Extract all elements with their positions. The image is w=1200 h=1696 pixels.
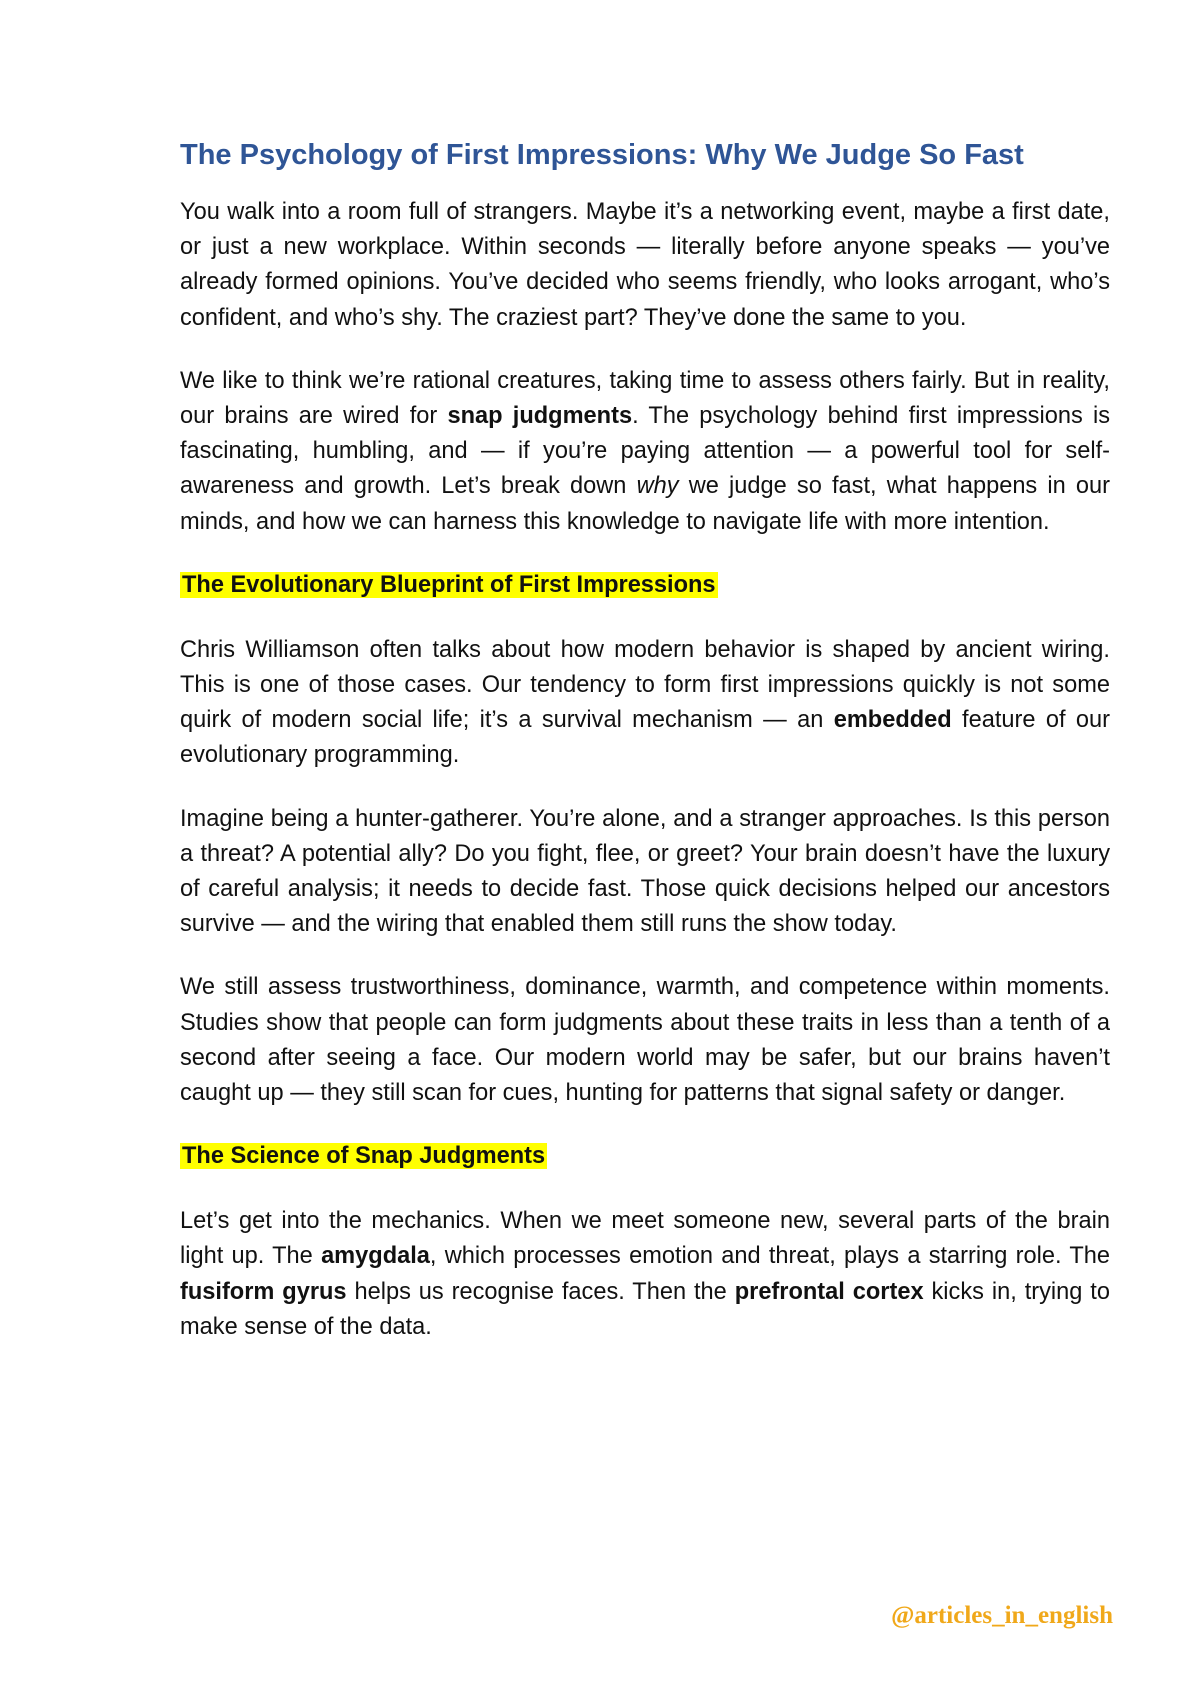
body-paragraph	[180, 970, 1110, 1111]
body-paragraph	[180, 633, 1110, 774]
body-paragraph	[180, 195, 1110, 336]
highlighted-heading-text	[180, 1143, 547, 1169]
article-body	[180, 195, 1110, 1345]
text-segment: feature of our evolutionary programming.	[180, 707, 1110, 769]
bold-term: amygdala	[321, 1243, 430, 1270]
text-segment: We still assess trustworthiness, dominance, warmth, and competence within moments. Studies show that people can form judgments about these traits in less than a tenth of a second after seeing a face. Our modern world may be safer, but our brains haven’t caught up — they still scan for cues, hunting for patterns that signal safety or danger.	[180, 974, 1110, 1107]
body-paragraph	[180, 1204, 1110, 1345]
text-segment: We like to think we’re rational creatures, taking time to assess others fairly. But in reality, our brains are wired for	[180, 367, 1110, 430]
document-page	[180, 137, 1110, 1373]
highlighted-heading-text	[180, 572, 718, 598]
bold-term: embedded	[833, 707, 952, 734]
section-heading	[180, 568, 1110, 603]
bold-term: prefrontal cortex	[734, 1278, 924, 1305]
text-segment: helps us recognise faces. Then the	[346, 1278, 735, 1305]
text-segment: . The psychology behind first impressions is fascinating, humbling, and — if you’re paying attention — a powerful tool for self-awareness and growth. Let’s break down	[180, 403, 1111, 500]
body-paragraph	[180, 364, 1110, 540]
text-segment: , which processes emotion and threat, plays a starring role. The	[429, 1243, 1110, 1270]
heading-text: The Evolutionary Blueprint of First Impressions	[182, 571, 716, 598]
text-segment: Let’s get into the mechanics. When we meet someone new, several parts of the brain light up. The	[180, 1208, 1110, 1270]
footer-handle: @articles_in_english	[891, 1602, 1113, 1629]
text-segment: we judge so fast, what happens in our minds, and how we can harness this knowledge to navigate life with more intention.	[180, 473, 1110, 535]
text-segment: You walk into a room full of strangers. Maybe it’s a networking event, maybe a first date, or just a new workplace. Within seconds — literally before anyone speaks — you’ve already formed opinions. You’ve decided who seems friendly, who looks arrogant, who’s confident, and who’s shy. The craziest part? They’ve done the same to you.	[180, 199, 1110, 331]
italic-term: why	[636, 473, 679, 500]
section-heading	[180, 1139, 1110, 1174]
text-segment: Chris Williamson often talks about how modern behavior is shaped by ancient wiring. This is one of those cases. Our tendency to form first impressions quickly is not some quirk of modern social life; it’s a survival mechanism — an	[180, 636, 1110, 734]
bold-term: fusiform gyrus	[180, 1278, 347, 1305]
article-title: The Psychology of First Impressions: Why We Judge So Fast	[180, 139, 1024, 171]
text-segment: kicks in, trying to make sense of the data.	[180, 1278, 1110, 1340]
body-paragraph	[180, 802, 1110, 943]
heading-text: The Science of Snap Judgments	[182, 1143, 546, 1170]
bold-term: snap judgments	[447, 403, 633, 430]
text-segment: Imagine being a hunter-gatherer. You’re alone, and a stranger approaches. Is this person a threat? A potential ally? Do you fight, flee, or greet? Your brain doesn’t have the luxury of careful analysis; it needs to decide fast. Those quick decisions helped our ancestors survive — and the wiring that enabled them still runs the show today.	[180, 805, 1110, 938]
